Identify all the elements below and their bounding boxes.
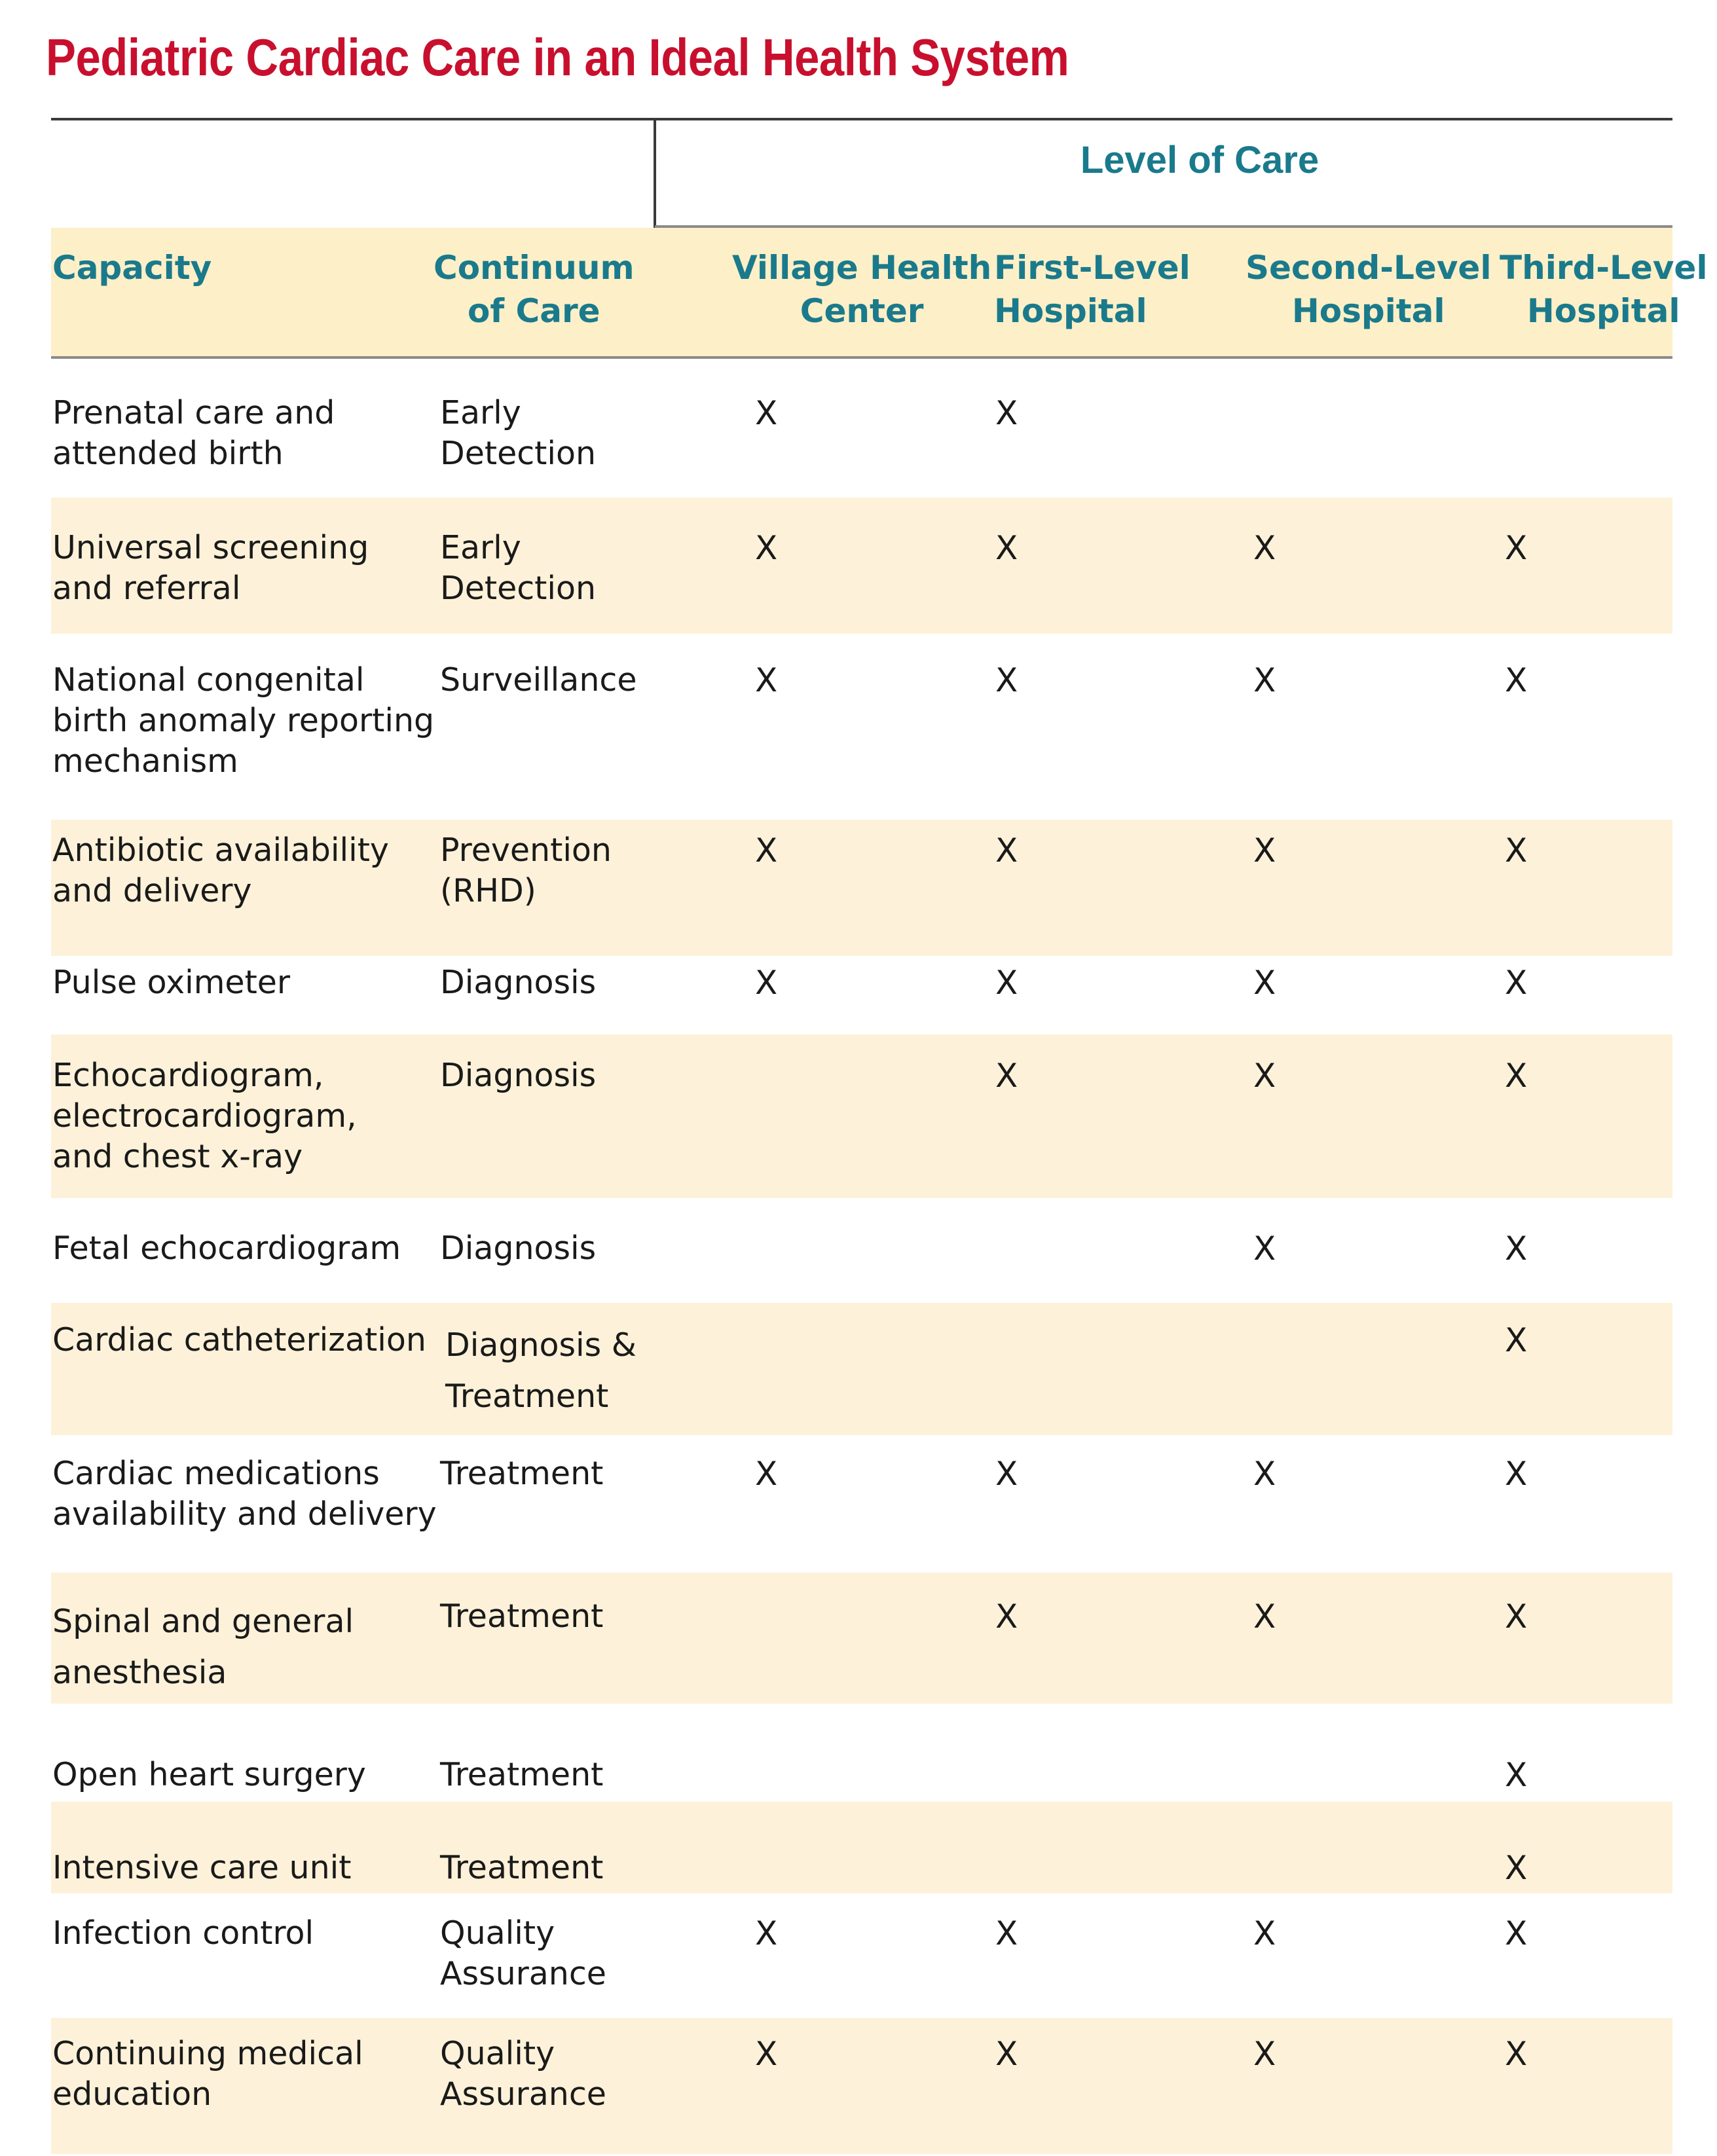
- cell-continuum-of-care: Treatment: [440, 1849, 604, 1886]
- cell-continuum-of-care: Early Detection: [440, 529, 597, 607]
- header-bottom-rule: [51, 356, 1672, 359]
- cell-mark-first: X: [995, 831, 1018, 869]
- cell-capacity: Continuing medical education: [52, 2035, 363, 2113]
- cell-capacity: Antibiotic availability and delivery: [52, 831, 389, 909]
- cell-mark-village: X: [755, 1914, 778, 1952]
- cell-capacity: Cardiac medications availability and delivery: [52, 1455, 437, 1533]
- cell-capacity: Open heart surgery: [52, 1756, 366, 1793]
- table-top-rule: [51, 118, 1672, 120]
- cell-mark-third: X: [1505, 1321, 1528, 1359]
- column-header-third-level-hospital: Third-Level Hospital: [1500, 249, 1708, 330]
- cell-continuum-of-care: Diagnosis & Treatment: [445, 1326, 637, 1415]
- cell-mark-first: X: [995, 529, 1018, 567]
- cell-mark-third: X: [1505, 1455, 1528, 1493]
- cell-mark-second: X: [1253, 1598, 1276, 1635]
- column-header-capacity: Capacity: [52, 249, 212, 287]
- cell-mark-first: X: [995, 1598, 1018, 1635]
- cell-mark-third: X: [1505, 2035, 1528, 2073]
- cell-mark-village: X: [755, 529, 778, 567]
- cell-mark-third: X: [1505, 1914, 1528, 1952]
- column-header-first-level-hospital: First-Level Hospital: [994, 249, 1191, 330]
- cell-continuum-of-care: Quality Assurance: [440, 2035, 606, 2113]
- cell-mark-village: X: [755, 394, 778, 432]
- cell-capacity: National congenital birth anomaly reporting mechanism: [52, 661, 435, 780]
- cell-mark-third: X: [1505, 1230, 1528, 1268]
- cell-mark-second: X: [1253, 661, 1276, 699]
- cell-continuum-of-care: Surveillance: [440, 661, 637, 699]
- cell-continuum-of-care: Quality Assurance: [440, 1914, 606, 1992]
- cell-continuum-of-care: Diagnosis: [440, 1057, 597, 1094]
- cell-mark-village: X: [755, 1455, 778, 1493]
- cell-mark-third: X: [1505, 529, 1528, 567]
- cell-capacity: Pulse oximeter: [52, 964, 291, 1001]
- column-header-village-health-center: Village Health Center: [732, 249, 992, 330]
- cell-continuum-of-care: Diagnosis: [440, 1230, 597, 1267]
- cell-mark-third: X: [1505, 831, 1528, 869]
- cell-mark-third: X: [1505, 1756, 1528, 1794]
- cell-mark-third: X: [1505, 661, 1528, 699]
- cell-continuum-of-care: Prevention (RHD): [440, 831, 612, 909]
- cell-mark-third: X: [1505, 964, 1528, 1002]
- cell-mark-second: X: [1253, 1057, 1276, 1095]
- cell-continuum-of-care: Treatment: [440, 1598, 604, 1635]
- cell-capacity: Infection control: [52, 1914, 314, 1952]
- cell-mark-village: X: [755, 661, 778, 699]
- cell-mark-first: X: [995, 661, 1018, 699]
- cell-mark-second: X: [1253, 1914, 1276, 1952]
- cell-continuum-of-care: Treatment: [440, 1756, 604, 1793]
- cell-mark-third: X: [1505, 1057, 1528, 1095]
- cell-mark-second: X: [1253, 2035, 1276, 2073]
- cell-mark-first: X: [995, 964, 1018, 1002]
- level-of-care-header: Level of Care: [1080, 139, 1320, 181]
- cell-capacity: Echocardiogram, electrocardiogram, and chest x-ray: [52, 1057, 357, 1175]
- column-header-continuum: Continuum of Care: [434, 249, 635, 330]
- cell-mark-village: X: [755, 964, 778, 1002]
- cell-mark-second: X: [1253, 529, 1276, 567]
- cell-capacity: Spinal and general anesthesia: [52, 1603, 354, 1691]
- cell-capacity: Cardiac catheterization: [52, 1321, 426, 1359]
- cell-mark-first: X: [995, 394, 1018, 432]
- cell-capacity: Intensive care unit: [52, 1849, 352, 1886]
- cell-mark-second: X: [1253, 831, 1276, 869]
- page-title: Pediatric Cardiac Care in an Ideal Health System: [46, 28, 1069, 86]
- cell-mark-village: X: [755, 2035, 778, 2073]
- cell-mark-third: X: [1505, 1849, 1528, 1887]
- cell-continuum-of-care: Early Detection: [440, 394, 597, 472]
- cell-mark-second: X: [1253, 1230, 1276, 1268]
- cell-mark-first: X: [995, 2035, 1018, 2073]
- cell-mark-first: X: [995, 1057, 1018, 1095]
- cell-mark-third: X: [1505, 1598, 1528, 1635]
- column-header-second-level-hospital: Second-Level Hospital: [1246, 249, 1492, 330]
- cell-continuum-of-care: Diagnosis: [440, 964, 597, 1001]
- cell-continuum-of-care: Treatment: [440, 1455, 604, 1492]
- cell-capacity: Prenatal care and attended birth: [52, 394, 335, 472]
- cell-capacity: Universal screening and referral: [52, 529, 369, 607]
- cell-capacity: Fetal echocardiogram: [52, 1230, 401, 1267]
- cell-mark-second: X: [1253, 964, 1276, 1002]
- cell-mark-village: X: [755, 831, 778, 869]
- cell-mark-first: X: [995, 1455, 1018, 1493]
- cell-mark-second: X: [1253, 1455, 1276, 1493]
- cell-mark-first: X: [995, 1914, 1018, 1952]
